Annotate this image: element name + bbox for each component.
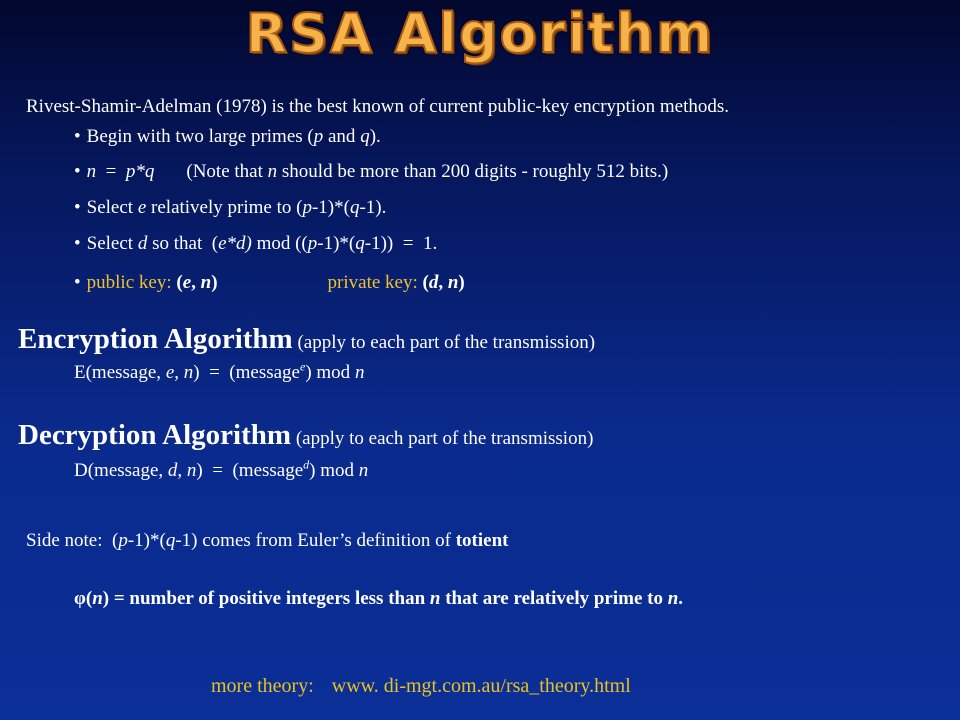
slide-title: RSA Algorithm bbox=[245, 2, 715, 65]
decryption-formula: D(message, d, n) = (message$^d$) mod n bbox=[74, 457, 369, 481]
side-note: Side note: (p-1)*(q-1) comes from Euler’s definition of totient bbox=[26, 530, 509, 551]
decryption-heading: Decryption Algorithm (apply to each part of the transmission) bbox=[18, 419, 594, 451]
public-key-label: public key: bbox=[86, 272, 177, 293]
more-theory bbox=[211, 675, 631, 697]
encryption-formula: E(message, e, n) = (message$^e$) mod n bbox=[74, 359, 365, 383]
intro-text: Rivest-Shamir-Adelman (1978) is the best known of current public-key encryption methods. bbox=[26, 96, 729, 117]
bullet-modulus: • n = p*q (Note that n should be more than 200 digits - roughly 512 bits.) bbox=[74, 161, 668, 183]
bullet-keys: • public key: (e, n) private key: (d, n) bbox=[74, 272, 465, 294]
bullet-select-d: • Select d so that (e*d) mod ((p-1)*(q-1)) = 1. bbox=[74, 233, 437, 255]
bullet-select-e: • Select e relatively prime to (p-1)*(q-1). bbox=[74, 197, 386, 219]
encryption-heading: Encryption Algorithm (apply to each part of the transmission) bbox=[18, 323, 596, 355]
bullet-primes: • Begin with two large primes (p and q). bbox=[74, 126, 381, 148]
more-theory-label: more theory: bbox=[211, 675, 314, 697]
private-key-label: private key: bbox=[327, 272, 423, 293]
totient-definition: φ(n) = number of positive integers less than n that are relatively prime to n. bbox=[74, 588, 684, 609]
more-theory-link[interactable]: www. di-mgt.com.au/rsa_theory.html bbox=[331, 675, 631, 697]
